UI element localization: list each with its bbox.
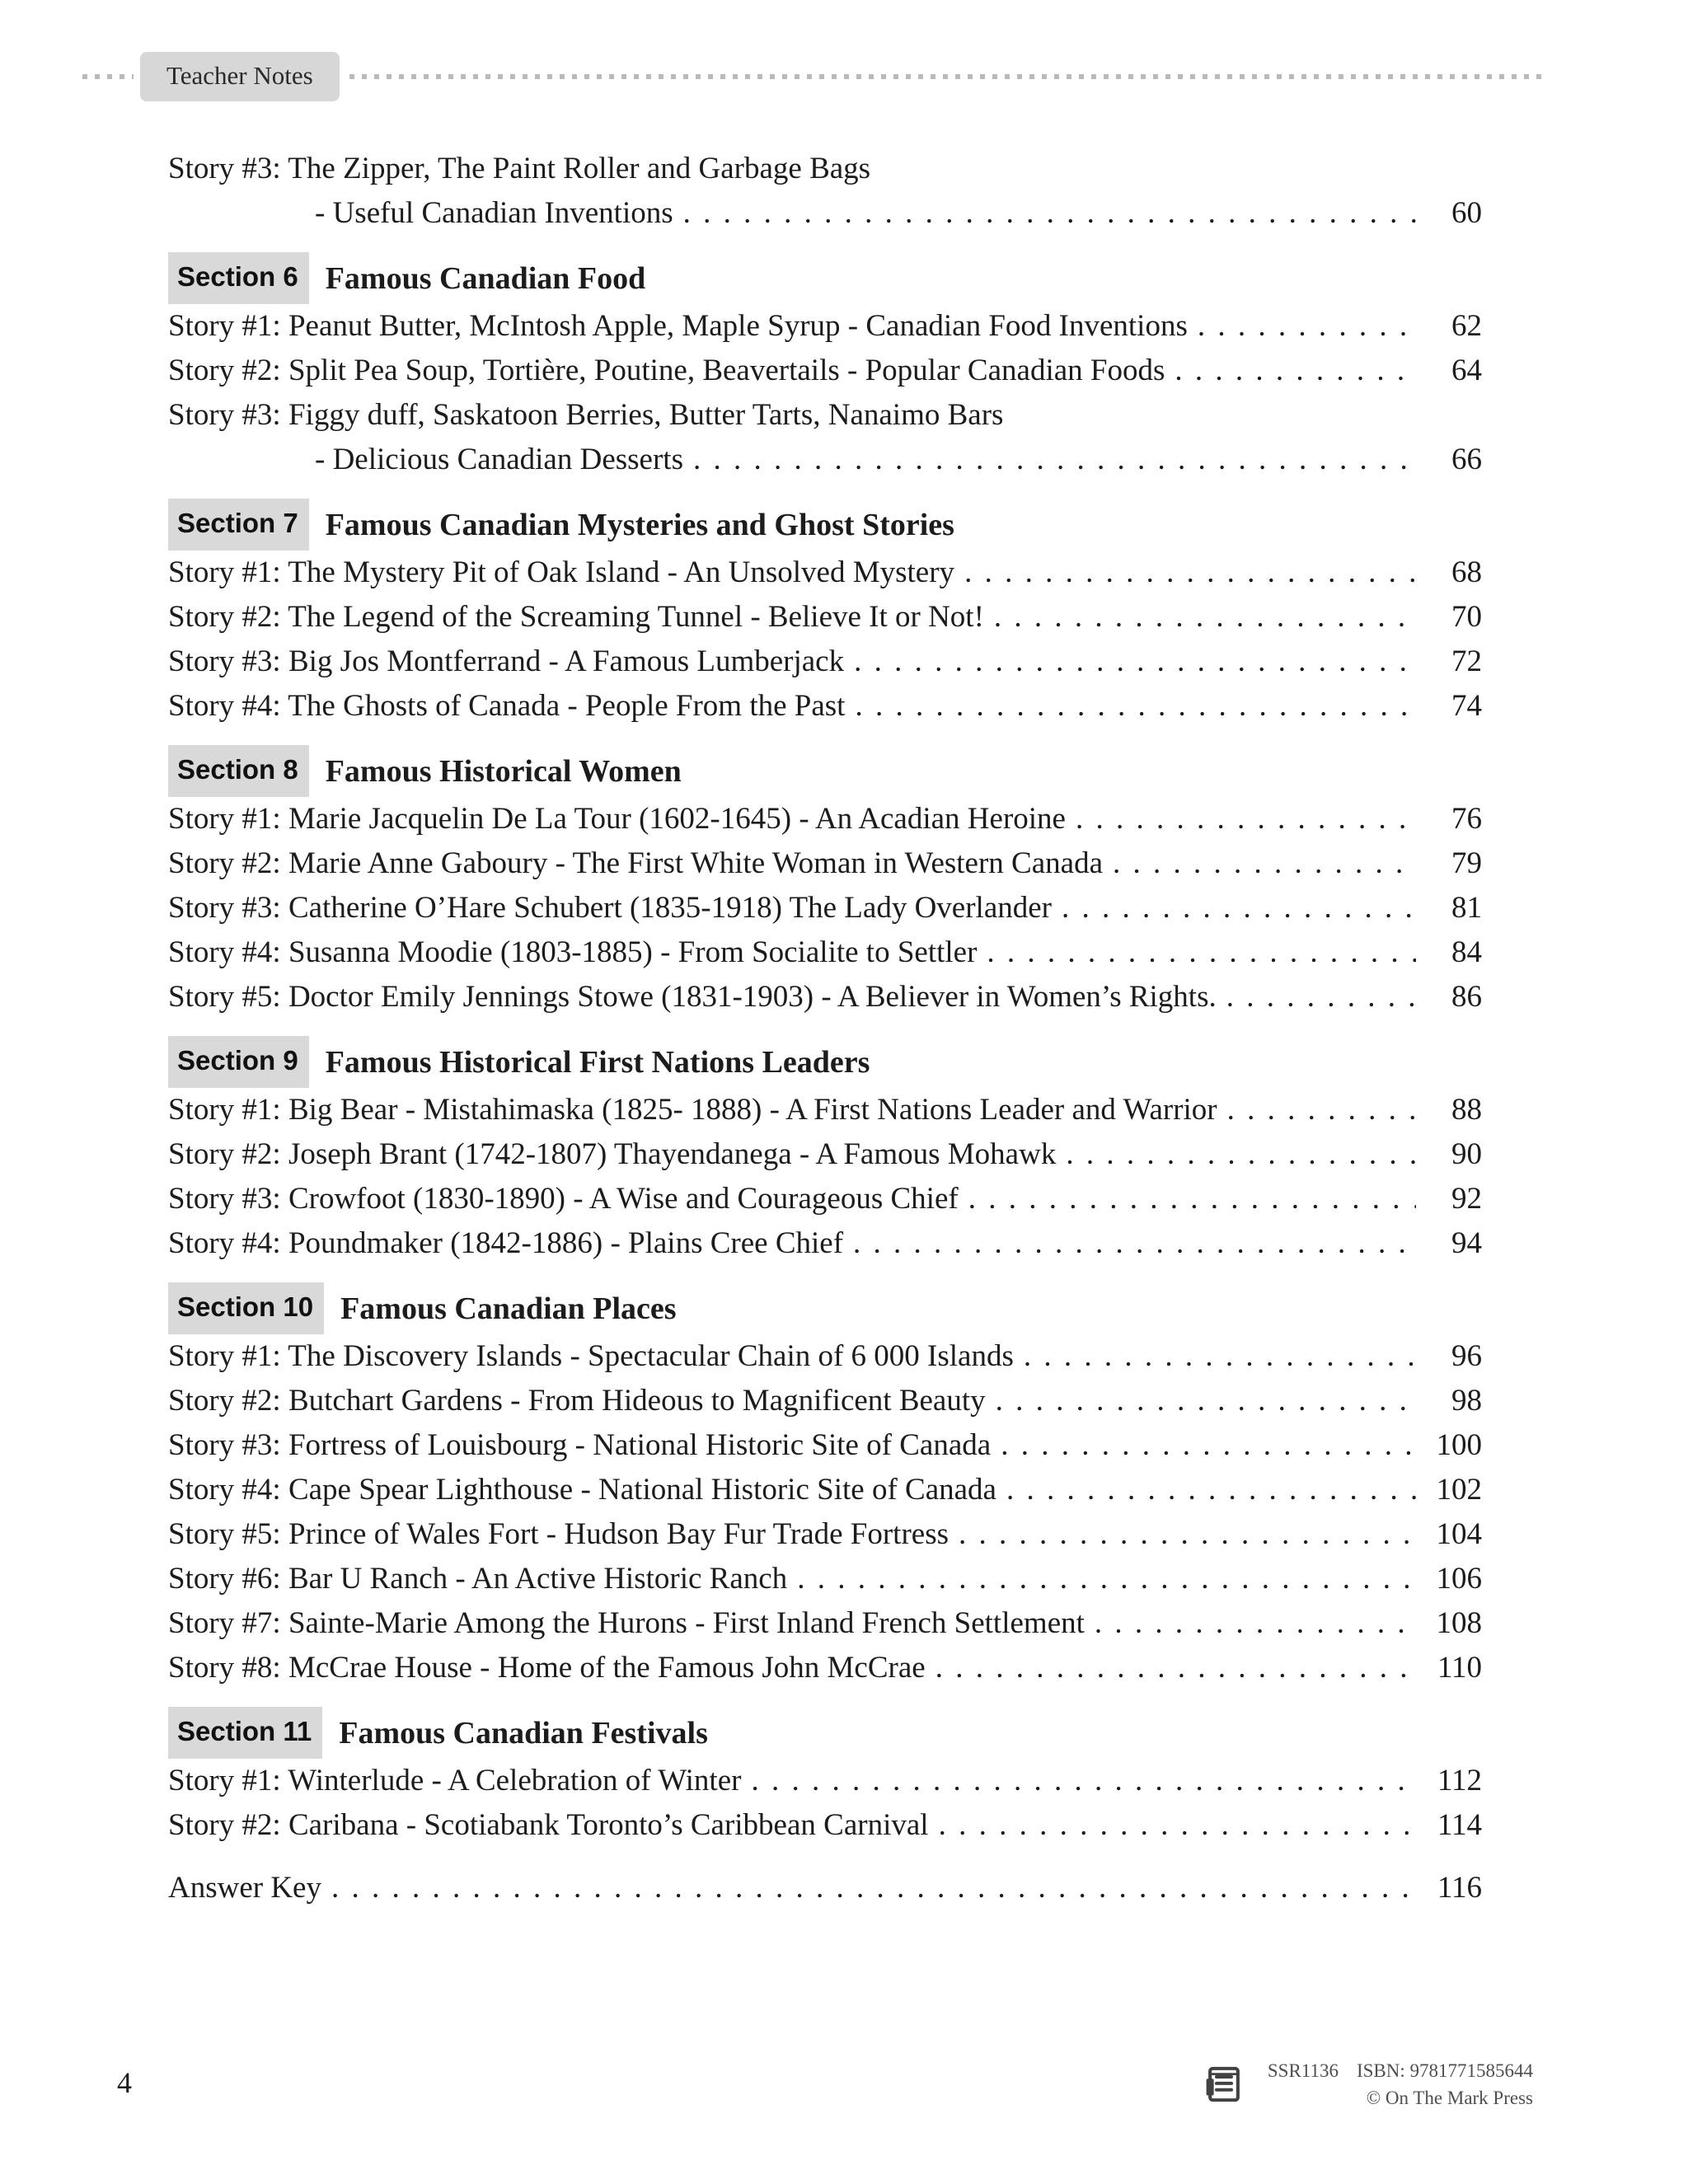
dot-leader <box>1062 886 1416 930</box>
product-code: SSR1136 <box>1267 2060 1339 2081</box>
copyright-label: © On The Mark Press <box>1366 2088 1533 2108</box>
dot-leader <box>1095 1601 1416 1646</box>
toc-page-number: 100 <box>1436 1428 1482 1462</box>
toc-page-number: 116 <box>1437 1871 1482 1905</box>
dot-leader <box>935 1646 1416 1690</box>
section-number-badge: Section 8 <box>168 745 309 797</box>
toc-entry-text: Story #7: Sainte-Marie Among the Hurons - First Inland French Settlement <box>168 1606 1085 1640</box>
toc-entry-text: Story #4: The Ghosts of Canada - People From the Past <box>168 689 846 723</box>
toc-entry-text: Story #4: Cape Spear Lighthouse - National Historic Site of Canada <box>168 1473 996 1507</box>
toc-entry <box>168 1088 1482 1132</box>
section-title: Famous Canadian Festivals <box>339 1715 708 1750</box>
dot-leader <box>987 930 1416 975</box>
toc-entry-text: Story #1: Peanut Butter, McIntosh Apple, Maple Syrup - Canadian Food Inventions <box>168 309 1188 343</box>
toc-section-row <box>168 1036 1482 1088</box>
toc-section-row <box>168 499 1482 551</box>
toc-section-row <box>168 252 1482 304</box>
dot-leader <box>959 1512 1416 1557</box>
toc-entry <box>168 1512 1482 1557</box>
toc-entry-text: - Useful Canadian Inventions <box>315 196 673 230</box>
toc-entry-text: Story #1: Winterlude - A Celebration of Winter <box>168 1764 742 1797</box>
toc-entry <box>168 1557 1482 1601</box>
page-header <box>82 51 1548 102</box>
toc-entry-text: Story #1: The Mystery Pit of Oak Island - An Unsolved Mystery <box>168 555 955 589</box>
toc-entry <box>168 975 1482 1019</box>
toc-page-number: 90 <box>1451 1137 1482 1171</box>
toc-entry-text: Story #3: Big Jos Montferrand - A Famous Lumberjack <box>168 644 845 678</box>
toc-entry-text: Story #5: Doctor Emily Jennings Stowe (1831-1903) - A Believer in Women’s Rights. <box>168 980 1217 1014</box>
toc-entry-text: Story #1: Marie Jacquelin De La Tour (1602-1645) - An Acadian Heroine <box>168 802 1066 836</box>
toc-page-number: 92 <box>1451 1182 1482 1216</box>
toc-page-number: 94 <box>1451 1226 1482 1260</box>
toc-entry <box>168 1132 1482 1177</box>
toc-entry-text: Story #2: Butchart Gardens - From Hideous to Magnificent Beauty <box>168 1384 986 1418</box>
toc-entry <box>168 640 1482 684</box>
dot-leader <box>1006 1468 1416 1512</box>
toc-entry <box>168 551 1482 595</box>
toc-page-number: 114 <box>1437 1808 1482 1842</box>
toc-entry <box>168 1177 1482 1221</box>
footer-publisher-block <box>1202 2057 1533 2111</box>
section-number-badge: Section 7 <box>168 499 309 551</box>
dot-leader <box>1198 304 1416 349</box>
toc-page-number: 108 <box>1436 1606 1482 1640</box>
toc-entry-text: Story #4: Susanna Moodie (1803-1885) - From Socialite to Settler <box>168 935 978 969</box>
dot-leader <box>693 438 1416 482</box>
toc-page-number: 104 <box>1436 1517 1482 1551</box>
toc-entry-text: Story #2: Caribana - Scotiabank Toronto’s Caribbean Carnival <box>168 1808 929 1842</box>
section-number-badge: Section 9 <box>168 1036 309 1088</box>
dot-leader <box>854 640 1416 684</box>
toc-entry <box>168 1334 1482 1379</box>
toc-entry <box>168 797 1482 841</box>
toc-page-number: 106 <box>1436 1562 1482 1596</box>
section-title: Famous Historical First Nations Leaders <box>325 1044 870 1080</box>
toc-section-row <box>168 1707 1482 1759</box>
toc-page-number: 86 <box>1451 980 1482 1014</box>
toc-entry <box>168 147 1482 191</box>
section-number-badge: Section 10 <box>168 1282 324 1334</box>
toc-entry <box>168 393 1482 438</box>
dot-leader <box>1066 1132 1416 1177</box>
dot-leader <box>939 1803 1416 1848</box>
dot-leader <box>994 595 1416 640</box>
toc-entry <box>168 349 1482 393</box>
toc-entry-text: Story #3: Crowfoot (1830-1890) - A Wise and Courageous Chief <box>168 1182 959 1216</box>
toc-section-row <box>168 1282 1482 1334</box>
toc-entry-text: Story #1: Big Bear - Mistahimaska (1825- 1888) - A First Nations Leader and Warrior <box>168 1093 1217 1127</box>
toc-entry-text: - Delicious Canadian Desserts <box>315 443 683 476</box>
toc-page-number: 84 <box>1451 935 1482 969</box>
dot-leader <box>751 1759 1416 1803</box>
dot-leader <box>1113 841 1416 886</box>
dot-leader <box>797 1557 1416 1601</box>
dot-leader <box>855 684 1416 729</box>
toc-page-number: 110 <box>1437 1651 1482 1685</box>
toc-entry <box>168 930 1482 975</box>
toc-entry <box>168 684 1482 729</box>
dot-leader <box>853 1221 1416 1266</box>
toc-section-row <box>168 745 1482 797</box>
toc-page-number: 70 <box>1451 600 1482 634</box>
section-number-badge: Section 11 <box>168 1707 322 1759</box>
toc-entry-text: Story #3: Figgy duff, Saskatoon Berries, Butter Tarts, Nanaimo Bars <box>168 398 1004 432</box>
toc-page-number: 74 <box>1451 689 1482 723</box>
toc-entry <box>168 304 1482 349</box>
dot-leader <box>1175 349 1416 393</box>
toc-entry-text: Story #3: Fortress of Louisbourg - National Historic Site of Canada <box>168 1428 992 1462</box>
section-title: Famous Canadian Food <box>325 260 646 296</box>
toc-entry-text: Story #6: Bar U Ranch - An Active Historic Ranch <box>168 1562 788 1596</box>
toc-page-number: 72 <box>1451 644 1482 678</box>
toc-page-number: 81 <box>1451 891 1482 925</box>
dot-leader <box>1001 1423 1416 1468</box>
toc-entry <box>168 1221 1482 1266</box>
toc-page-number: 60 <box>1451 196 1482 230</box>
teacher-notes-tab: Teacher Notes <box>140 52 340 101</box>
toc-page-number: 64 <box>1451 354 1482 387</box>
toc-list <box>168 147 1482 1910</box>
section-title: Famous Canadian Places <box>340 1291 677 1326</box>
toc-entry-text: Story #3: Catherine O’Hare Schubert (1835-1918) The Lady Overlander <box>168 891 1052 925</box>
section-number-badge: Section 6 <box>168 252 309 304</box>
toc-entry-text: Story #2: The Legend of the Screaming Tunnel - Believe It or Not! <box>168 600 984 634</box>
dot-leader <box>1227 1088 1416 1132</box>
toc-entry <box>168 1803 1482 1848</box>
toc-entry <box>168 595 1482 640</box>
toc-page-number: 102 <box>1436 1473 1482 1507</box>
dot-leader <box>331 1866 1416 1910</box>
toc-entry-text: Story #3: The Zipper, The Paint Roller and Garbage Bags <box>168 152 871 185</box>
dot-leader <box>1226 975 1416 1019</box>
toc-entry-text: Story #8: McCrae House - Home of the Famous John McCrae <box>168 1651 926 1685</box>
toc-entry <box>168 1646 1482 1690</box>
publisher-logo-icon <box>1202 2062 1246 2107</box>
toc-entry-text: Answer Key <box>168 1871 321 1905</box>
toc-entry-text: Story #1: The Discovery Islands - Spectacular Chain of 6 000 Islands <box>168 1339 1014 1373</box>
isbn-label: ISBN: 9781771585644 <box>1356 2060 1533 2081</box>
toc-page-number: 98 <box>1451 1384 1482 1418</box>
toc-page-number: 88 <box>1451 1093 1482 1127</box>
toc-entry-text: Story #5: Prince of Wales Fort - Hudson Bay Fur Trade Fortress <box>168 1517 950 1551</box>
toc-page-number: 96 <box>1451 1339 1482 1373</box>
toc-entry-text: Story #4: Poundmaker (1842-1886) - Plains Cree Chief <box>168 1226 844 1260</box>
dot-leader <box>683 191 1416 236</box>
toc-page-number: 79 <box>1451 846 1482 880</box>
publisher-text <box>1268 2057 1533 2111</box>
section-title: Famous Historical Women <box>325 753 682 789</box>
toc-page-number: 66 <box>1451 443 1482 476</box>
toc-page-number: 76 <box>1451 802 1482 836</box>
dot-leader <box>964 551 1416 595</box>
section-title: Famous Canadian Mysteries and Ghost Stories <box>325 507 954 542</box>
toc-page-number: 62 <box>1451 309 1482 343</box>
toc-entry <box>168 1468 1482 1512</box>
toc-entry <box>168 1423 1482 1468</box>
toc-entry-continuation <box>168 438 1482 482</box>
dot-leader <box>1076 797 1416 841</box>
toc-entry <box>168 1379 1482 1423</box>
toc-entry <box>168 1601 1482 1646</box>
dot-leader <box>996 1379 1416 1423</box>
toc-entry-text: Story #2: Marie Anne Gaboury - The First White Woman in Western Canada <box>168 846 1103 880</box>
toc-entry-text: Story #2: Split Pea Soup, Tortière, Poutine, Beavertails - Popular Canadian Foods <box>168 354 1165 387</box>
toc-entry-text: Story #2: Joseph Brant (1742-1807) Thayendanega - A Famous Mohawk <box>168 1137 1057 1171</box>
dotted-rule-right <box>349 74 1548 79</box>
dot-leader <box>968 1177 1416 1221</box>
toc-page-number: 68 <box>1451 555 1482 589</box>
dotted-rule-left <box>82 74 134 79</box>
toc-entry <box>168 886 1482 930</box>
dot-leader <box>1024 1334 1416 1379</box>
toc-entry <box>168 1759 1482 1803</box>
toc-entry-answer-key <box>168 1866 1482 1910</box>
toc-entry <box>168 841 1482 886</box>
page-number: 4 <box>117 2066 132 2099</box>
toc-page-number: 112 <box>1437 1764 1482 1797</box>
toc-entry-continuation <box>168 191 1482 236</box>
